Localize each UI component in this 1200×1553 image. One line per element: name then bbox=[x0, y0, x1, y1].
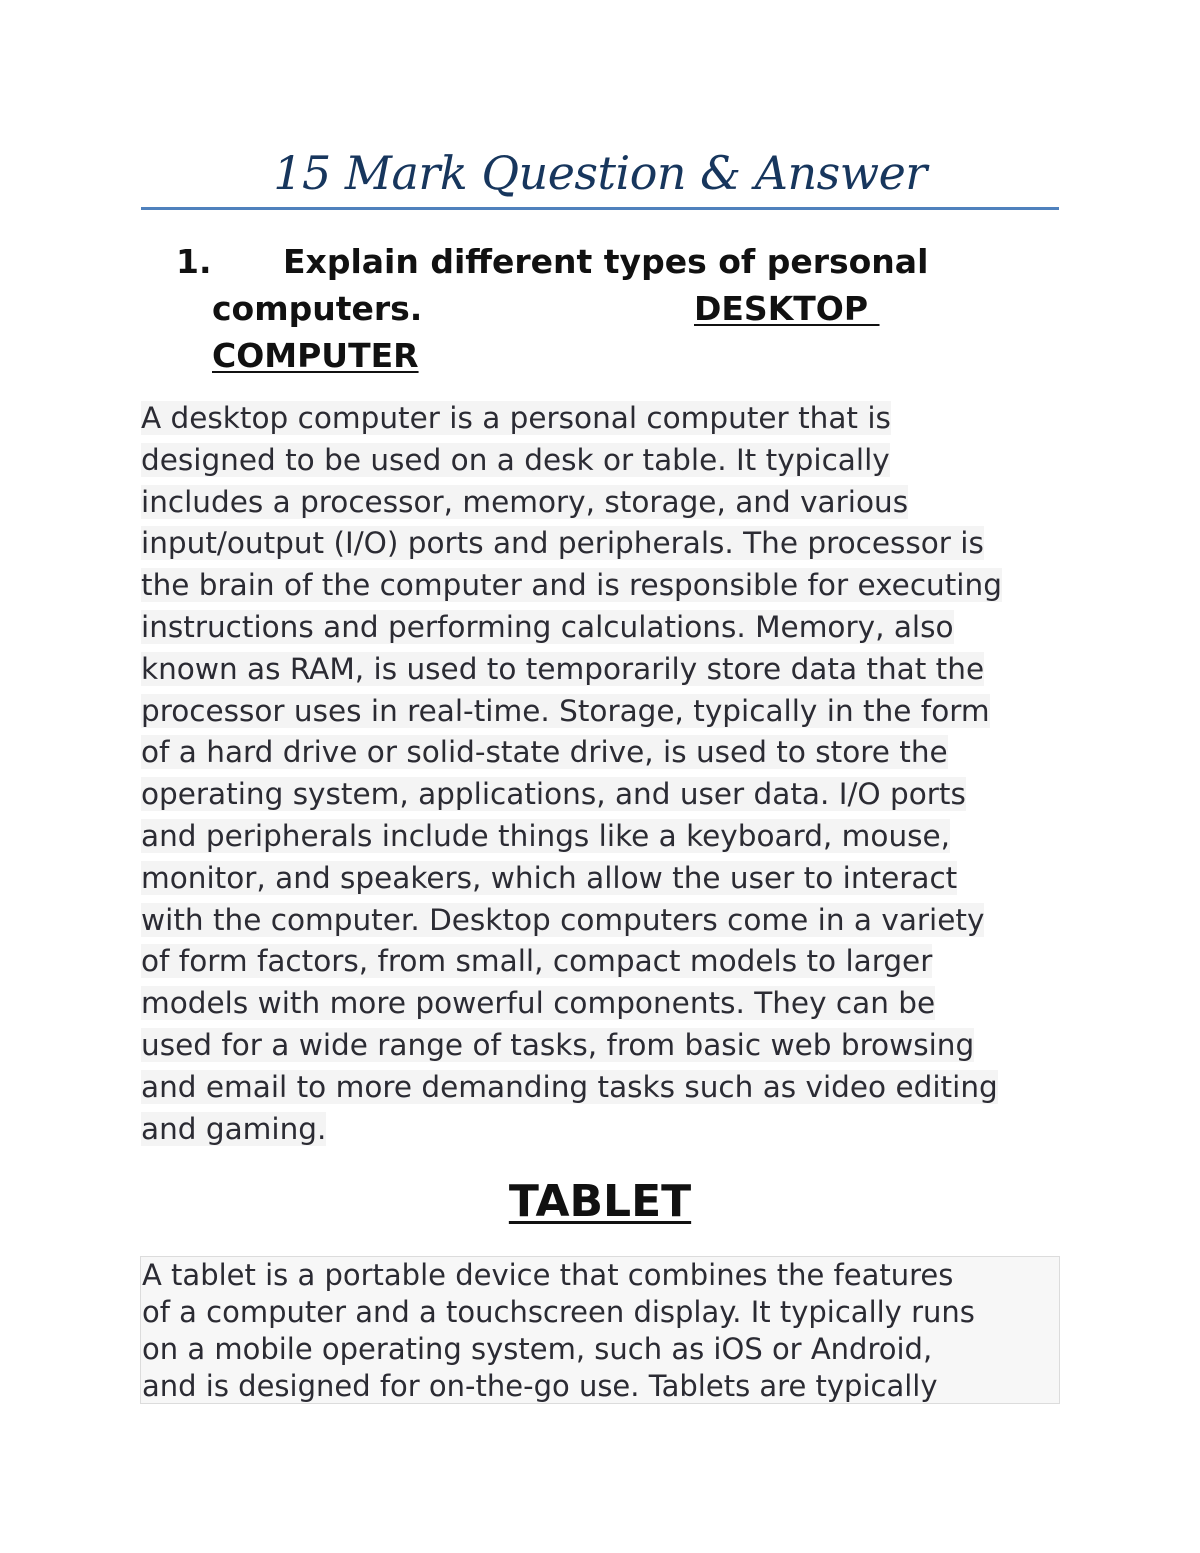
desktop-line-text: the brain of the computer and is responsible for executing bbox=[141, 568, 1002, 603]
desktop-line bbox=[141, 523, 1071, 565]
desktop-line bbox=[141, 1067, 1071, 1109]
desktop-line-text: and email to more demanding tasks such as video editing bbox=[141, 1069, 998, 1104]
question-text-2: computers. bbox=[212, 289, 423, 328]
desktop-line bbox=[141, 1109, 1071, 1151]
desktop-line bbox=[141, 1025, 1071, 1067]
desktop-line-text: with the computer. Desktop computers come in a variety bbox=[141, 902, 985, 937]
desktop-line-text: and gaming. bbox=[141, 1111, 327, 1146]
desktop-line bbox=[141, 816, 1071, 858]
desktop-line-text: monitor, and speakers, which allow the user to interact bbox=[141, 860, 958, 895]
tablet-line: of a computer and a touchscreen display. It typically runs bbox=[142, 1295, 975, 1329]
desktop-line-text: known as RAM, is used to temporarily store data that the bbox=[141, 651, 985, 686]
desktop-line bbox=[141, 941, 1071, 983]
desktop-line bbox=[141, 482, 1071, 524]
question-line-1 bbox=[176, 238, 1036, 285]
desktop-line bbox=[141, 858, 1071, 900]
desktop-heading-part1: DESKTOP bbox=[694, 289, 880, 328]
desktop-line bbox=[141, 900, 1071, 942]
desktop-line-text: instructions and performing calculations. Memory, also bbox=[141, 609, 954, 644]
desktop-line-text: and peripherals include things like a keyboard, mouse, bbox=[141, 818, 951, 853]
desktop-line-text: of form factors, from small, compact models to larger bbox=[141, 944, 933, 979]
desktop-heading-part2: COMPUTER bbox=[212, 336, 419, 375]
desktop-line-text: used for a wide range of tasks, from basic web browsing bbox=[141, 1027, 975, 1062]
desktop-line-text: processor uses in real-time. Storage, typically in the form bbox=[141, 693, 990, 728]
question-1 bbox=[176, 238, 1036, 379]
desktop-line bbox=[141, 440, 1071, 482]
desktop-line-text: designed to be used on a desk or table. It typically bbox=[141, 442, 890, 477]
document-title: 15 Mark Question & Answer bbox=[273, 146, 927, 200]
desktop-line bbox=[141, 983, 1071, 1025]
desktop-line bbox=[141, 774, 1071, 816]
question-text-1: Explain different types of personal bbox=[283, 242, 929, 281]
desktop-line bbox=[141, 691, 1071, 733]
desktop-paragraph bbox=[141, 398, 1071, 1150]
tablet-line: A tablet is a portable device that combines the features bbox=[142, 1258, 954, 1292]
desktop-line-text: input/output (I/O) ports and peripherals. The processor is bbox=[141, 526, 984, 561]
desktop-line bbox=[141, 649, 1071, 691]
tablet-line: and is designed for on-the-go use. Tablets are typically bbox=[142, 1369, 938, 1403]
question-line-2 bbox=[176, 285, 1036, 332]
tablet-line: on a mobile operating system, such as iOS or Android, bbox=[142, 1332, 933, 1366]
desktop-line-text: models with more powerful components. They can be bbox=[141, 986, 936, 1021]
desktop-line bbox=[141, 398, 1071, 440]
desktop-line bbox=[141, 565, 1071, 607]
tablet-heading-text: TABLET bbox=[508, 1176, 692, 1227]
tablet-paragraph bbox=[140, 1256, 1060, 1404]
question-number: 1. bbox=[176, 242, 212, 281]
question-line-3 bbox=[176, 332, 1036, 379]
tablet-heading bbox=[141, 1172, 1059, 1232]
desktop-line-text: of a hard drive or solid-state drive, is used to store the bbox=[141, 735, 948, 770]
desktop-line-text: operating system, applications, and user data. I/O ports bbox=[141, 777, 966, 812]
desktop-line-text: includes a processor, memory, storage, and various bbox=[141, 484, 909, 519]
desktop-line bbox=[141, 607, 1071, 649]
desktop-line-text: A desktop computer is a personal computer that is bbox=[141, 401, 891, 435]
title-divider bbox=[141, 207, 1059, 210]
desktop-line bbox=[141, 732, 1071, 774]
